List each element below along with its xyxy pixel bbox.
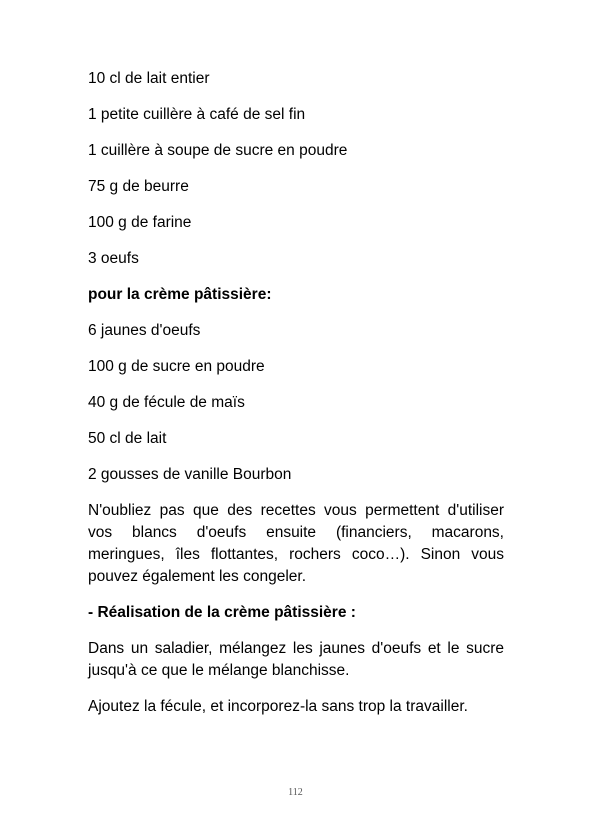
ingredient-sel: 1 petite cuillère à café de sel fin xyxy=(88,106,306,123)
ingredient-lait: 10 cl de lait entier xyxy=(88,70,210,87)
ingredient-beurre: 75 g de beurre xyxy=(88,178,189,195)
ingredient-farine: 100 g de farine xyxy=(88,214,192,231)
creme-ingredient-lait: 50 cl de lait xyxy=(88,430,167,447)
creme-ingredient-vanille: 2 gousses de vanille Bourbon xyxy=(88,466,292,483)
note-paragraph: N'oubliez pas que des recettes vous permettent d'utiliser vos blancs d'oeufs ensuite (financiers, macarons, meringues, îles flottantes, rochers coco…). Sinon vous pouvez également les congeler. xyxy=(88,502,504,585)
ingredient-sucre: 1 cuillère à soupe de sucre en poudre xyxy=(88,142,348,159)
ingredient-oeufs: 3 oeufs xyxy=(88,250,139,267)
realisation-heading: - Réalisation de la crème pâtissière : xyxy=(88,604,356,621)
page-content xyxy=(88,68,504,732)
creme-heading: pour la crème pâtissière: xyxy=(88,286,272,303)
step-paragraph-2: Ajoutez la fécule, et incorporez-la sans trop la travailler. xyxy=(88,698,468,715)
creme-ingredient-sucre: 100 g de sucre en poudre xyxy=(88,358,265,375)
creme-ingredient-jaunes: 6 jaunes d'oeufs xyxy=(88,322,201,339)
creme-ingredient-fecule: 40 g de fécule de maïs xyxy=(88,394,245,411)
page-number: 112 xyxy=(288,787,303,798)
step-paragraph-1: Dans un saladier, mélangez les jaunes d'oeufs et le sucre jusqu'à ce que le mélange blanchisse. xyxy=(88,640,504,679)
